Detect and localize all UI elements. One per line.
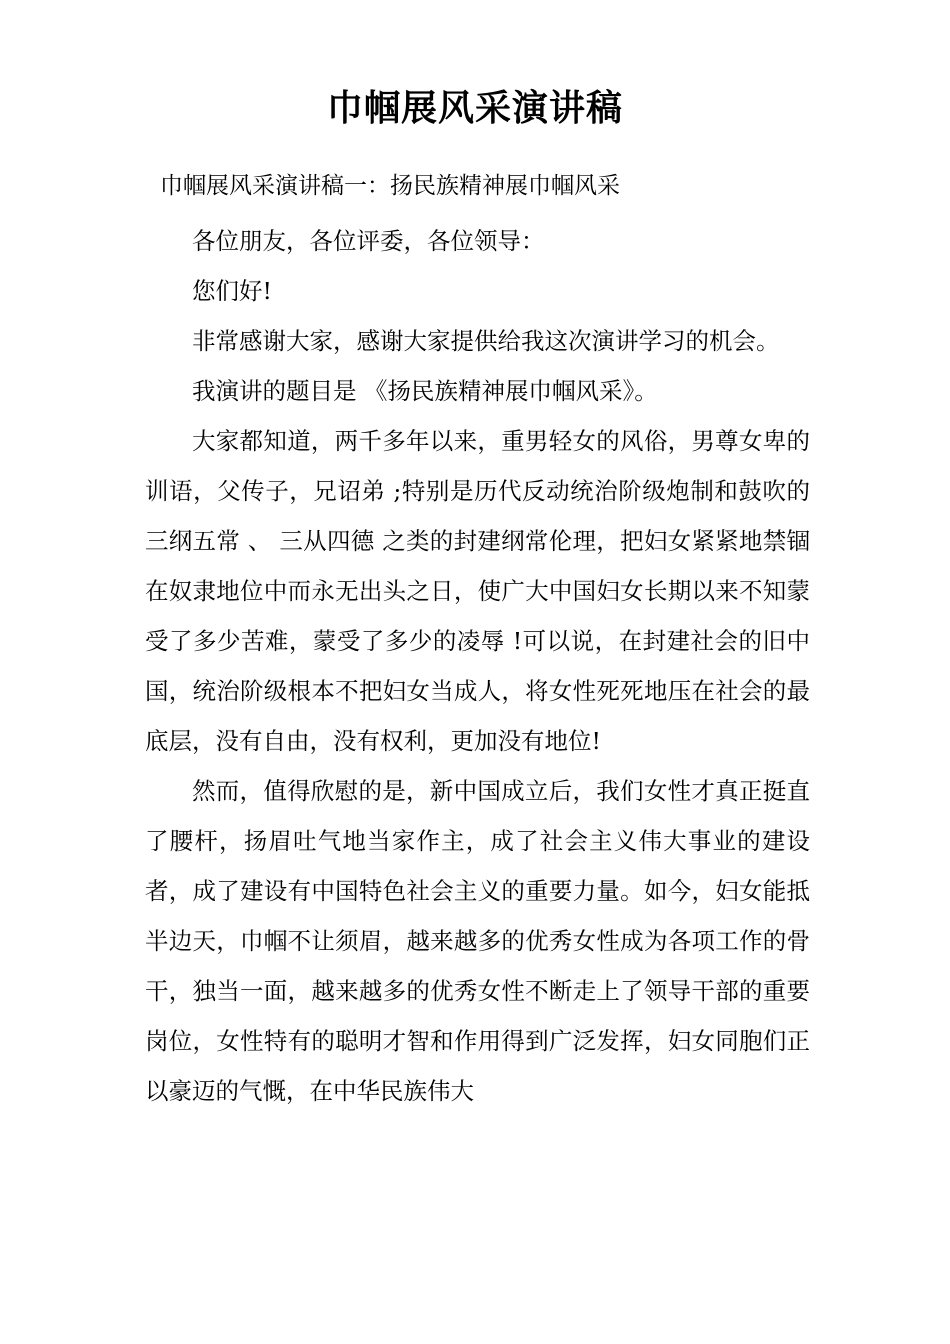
paragraph-topic: 我演讲的题目是 《扬民族精神展巾帼风采》。	[192, 377, 658, 405]
paragraph-new-china: 然而，值得欣慰的是，新中国成立后，我们女性才真正挺直了腰杆，扬眉吐气地当家作主，成了社会主义伟大事业的建设者，成了建设有中国特色社会主义的重要力量。如今，妇女能抵半边天，巾帼不让须眉，越来越多的优秀女性成为各项工作的骨干，独当一面，越来越多的优秀女性不断走上了领导干部的重要岗位，女性特有的聪明才智和作用得到广泛发挥，妇女同胞们正以豪迈的气慨，在中华民族伟大	[145, 777, 810, 1105]
paragraph-thanks: 非常感谢大家，感谢大家提供给我这次演讲学习的机会。	[192, 327, 780, 355]
paragraph-history: 大家都知道，两千多年以来，重男轻女的风俗，男尊女卑的训语，父传子，兄诏弟 ;特别是历代反动统治阶级炮制和鼓吹的 三纲五常 、 三从四德 之类的封建纲常伦理，把妇女紧紧地禁锢在奴隶地位中而永无出头之日，使广大中国妇女长期以来不知蒙受了多少苦难，蒙受了多少的凌辱 !可以说，在封建社会的旧中国，统治阶级根本不把妇女当成人，将女性死死地压在社会的最底层，没有自由，没有权利，更加没有地位!	[145, 427, 810, 755]
document-subtitle: 巾帼展风采演讲稿一：扬民族精神展巾帼风采	[160, 173, 620, 199]
document-title: 巾帼展风采演讲稿	[326, 87, 623, 129]
paragraph-hello: 您们好!	[192, 277, 272, 305]
paragraph-greeting: 各位朋友，各位评委，各位领导：	[192, 227, 545, 255]
document-body	[145, 216, 810, 1116]
